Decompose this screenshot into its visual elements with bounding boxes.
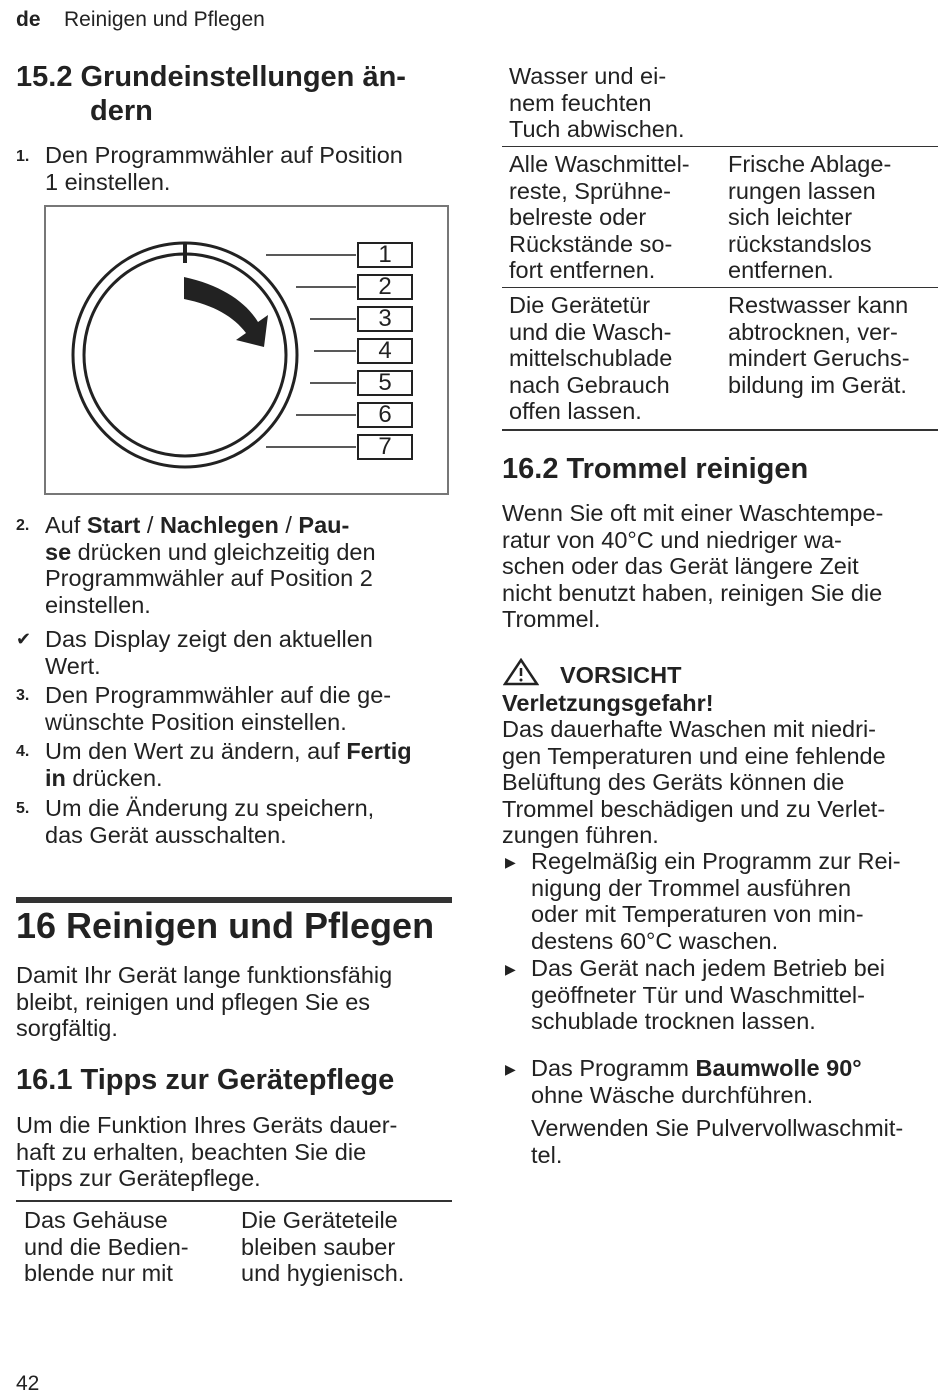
result-text: Das Display zeigt den aktuellen Wert. <box>45 626 373 679</box>
step-4-text: Um den Wert zu ändern, auf Fertig in drücken. <box>45 738 412 791</box>
step-number: 1. <box>16 148 30 165</box>
step-1-text: Den Programmwähler auf Position 1 einstellen. <box>45 142 403 195</box>
page-number: 42 <box>16 1372 40 1395</box>
step-number: 4. <box>16 743 30 760</box>
step-2-text: Auf Start / Nachlegen / Pau- se drücken und gleichzeitig den Programmwähler auf Position 2 einstellen. <box>45 512 376 618</box>
table-row-1-right: Die Geräteteile bleiben sauber und hygienisch. <box>241 1207 405 1286</box>
bullet-item: Das Programm Baumwolle 90° ohne Wäsche durchführen. <box>531 1055 862 1108</box>
step-5-text: Um die Änderung zu speichern, das Gerät ausschalten. <box>45 795 375 848</box>
table-row-3-right: Restwasser kann abtrocknen, ver- mindert Geruchs- bildung im Gerät. <box>728 292 910 398</box>
section-16-2-intro: Wenn Sie oft mit einer Waschtempe- ratur von 40°C und niedriger wa- schen oder das Gerät längere Zeit nicht benutzt haben, reinigen Sie die Trommel. <box>502 500 884 632</box>
section-16-intro: Damit Ihr Gerät lange funktionsfähig bleibt, reinigen und pflegen Sie es sorgfältig. <box>16 962 393 1041</box>
bullet-arrow-icon: ▶ <box>505 961 516 977</box>
language-code: de <box>16 8 41 31</box>
dial-label: 6 <box>378 401 392 428</box>
program-dial-figure <box>44 205 449 495</box>
dial-label: 2 <box>378 273 392 300</box>
start-button-label: Start <box>86 512 141 538</box>
bullet-arrow-icon: ▶ <box>505 1061 516 1077</box>
warning-triangle-icon <box>503 658 539 686</box>
bullet-item: Regelmäßig ein Programm zur Rei- nigung der Trommel ausführen oder mit Temperaturen von min- destens 60°C waschen. <box>531 848 901 954</box>
section-16-1-intro: Um die Funktion Ihres Geräts dauer- haft zu erhalten, beachten Sie die Tipps zur Gerätepflege. <box>16 1112 398 1191</box>
table-row-3-left: Die Gerätetür und die Wasch- mittelschublade nach Gebrauch offen lassen. <box>509 292 673 424</box>
table-row-1-left: Das Gehäuse und die Bedien- blende nur mit <box>24 1207 189 1286</box>
check-icon: ✔ <box>16 629 32 649</box>
section-divider <box>16 897 452 903</box>
table-row-2-left: Alle Waschmittel- reste, Sprühne- belreste oder Rückstände so- fort entfernen. <box>509 151 690 283</box>
warning-text: Das dauerhafte Waschen mit niedri- gen Temperaturen und eine fehlende Belüftung des Geräts können die Trommel beschädigen und zu Verlet- zungen führen. <box>502 716 886 848</box>
section-16-title: 16 Reinigen und Pflegen <box>16 905 435 946</box>
step-number: 2. <box>16 517 30 534</box>
section-16-2-title: 16.2 Trommel reinigen <box>502 453 809 485</box>
dial-label: 4 <box>378 337 392 364</box>
table-rule <box>16 1200 452 1202</box>
dial-position-labels <box>358 243 412 467</box>
bullet-note: Verwenden Sie Pulvervollwaschmit- tel. <box>531 1115 904 1168</box>
section-16-1-title: 16.1 Tipps zur Gerätepflege <box>16 1064 395 1096</box>
table-row-2-right: Frische Ablage- rungen lassen sich leichter rückstandslos entfernen. <box>728 151 892 283</box>
step-number: 5. <box>16 800 30 817</box>
running-header-title: Reinigen und Pflegen <box>64 8 265 31</box>
dial-label: 1 <box>378 241 392 268</box>
table-row-1-left-cont: Wasser und ei- nem feuchten Tuch abwischen. <box>509 63 685 142</box>
warning-label: VORSICHT <box>560 662 682 688</box>
step-number: 3. <box>16 687 30 704</box>
dial-label: 3 <box>378 305 392 332</box>
bullet-item: Das Gerät nach jedem Betrieb bei geöffneter Tür und Waschmittel- schublade trocknen lassen. <box>531 955 885 1034</box>
table-rule <box>502 287 938 288</box>
dial-label: 7 <box>378 433 392 460</box>
table-rule <box>502 146 938 147</box>
bullet-arrow-icon: ▶ <box>505 854 516 870</box>
step-3-text: Den Programmwähler auf die ge- wünschte Position einstellen. <box>45 682 392 735</box>
section-15-2-title: 15.2 Grundeinstellungen än- dern <box>16 61 406 127</box>
dial-label: 5 <box>378 369 392 396</box>
warning-subtitle: Verletzungsgefahr! <box>502 690 714 716</box>
table-rule <box>502 429 938 431</box>
